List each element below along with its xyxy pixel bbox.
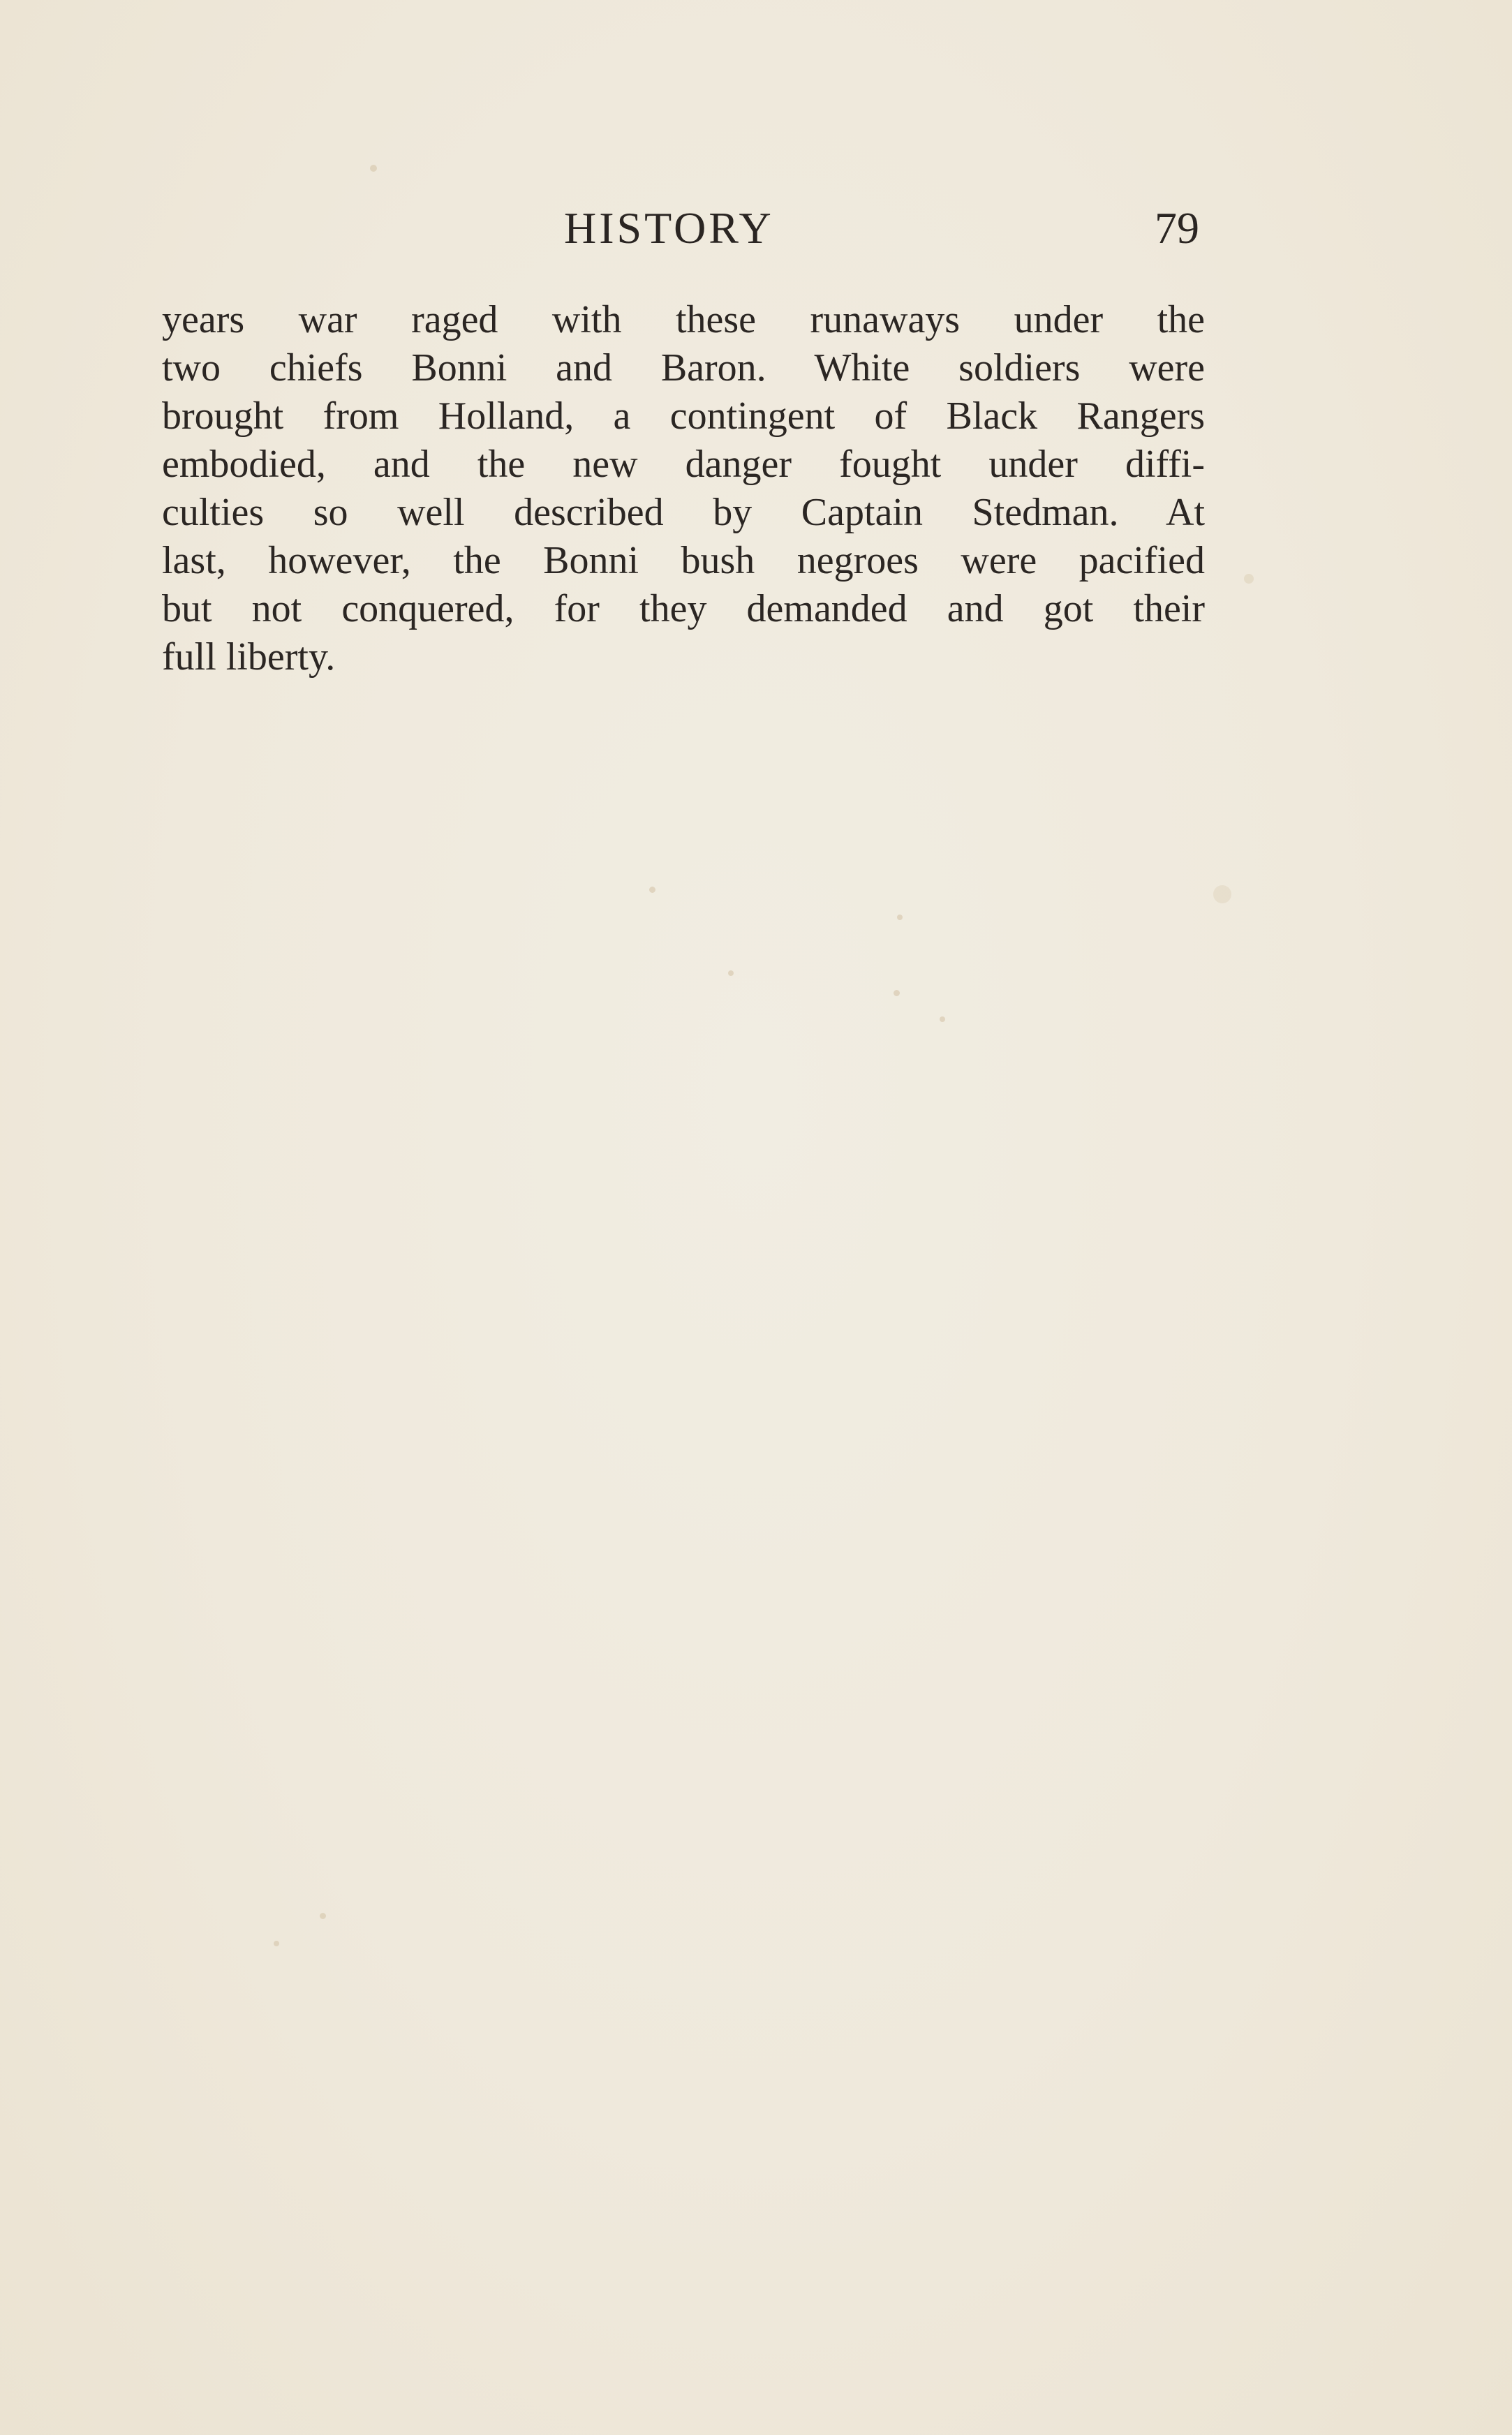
text-line: culties so well described by Captain Stedman. At [162,491,1205,534]
text-line: full liberty. [162,635,336,679]
paper-speck [320,1913,326,1919]
text-line: but not conquered, for they demanded and got their [162,587,1205,630]
body-paragraph [162,296,1205,681]
paper-speck [1213,885,1231,903]
text-line: brought from Holland, a contingent of Black Rangers [162,394,1205,438]
paper-speck [940,1016,945,1022]
running-head [0,197,1512,260]
text-line: embodied, and the new danger fought under diffi- [162,443,1205,486]
text-line: last, however, the Bonni bush negroes were pacified [162,539,1205,582]
paper-speck [1244,574,1254,584]
paper-speck [274,1941,279,1946]
paper-speck [370,165,377,172]
text-line: two chiefs Bonni and Baron. White soldiers were [162,346,1205,390]
text-line: years war raged with these runaways under the [162,298,1205,341]
paper-speck [649,887,655,893]
paper-speck [897,915,903,920]
chapter-title: HISTORY [564,203,774,253]
paper-speck [894,990,900,996]
paper-speck [728,970,734,976]
page-number: 79 [1155,203,1199,253]
